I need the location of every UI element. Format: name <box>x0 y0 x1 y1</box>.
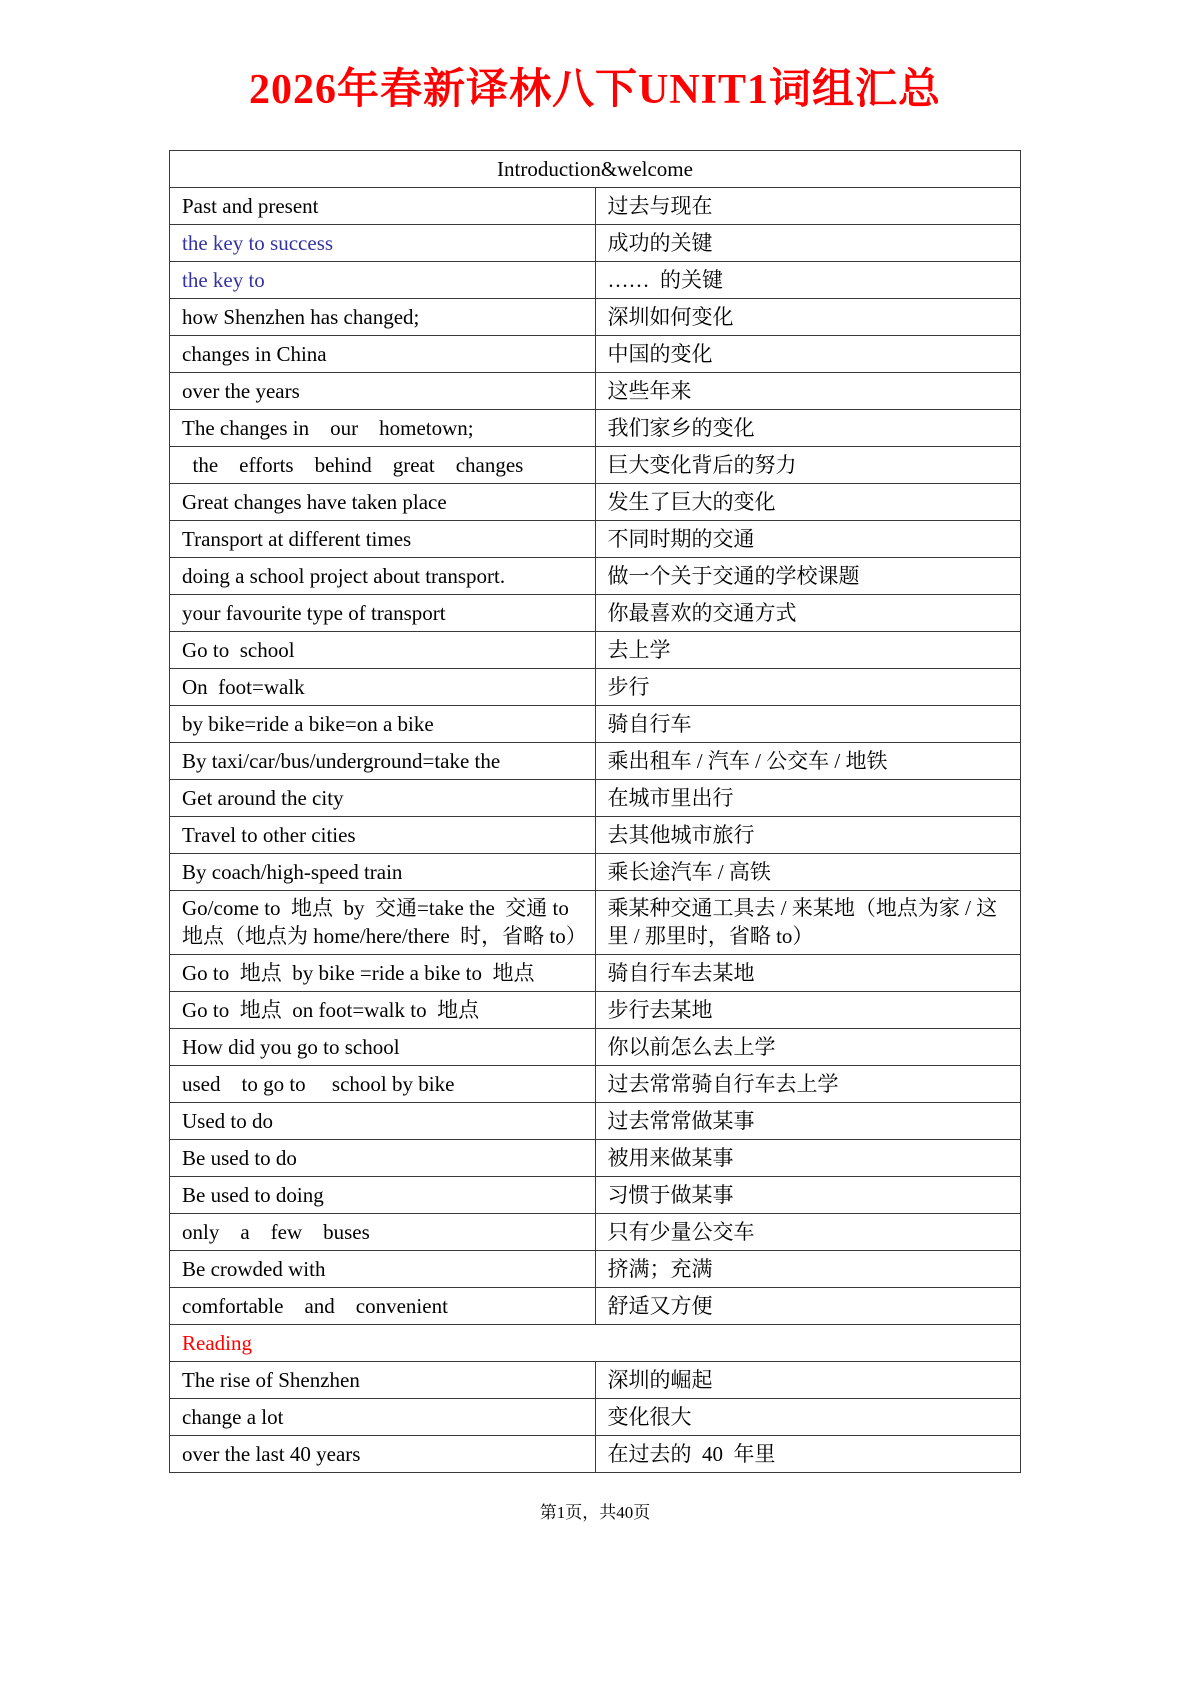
page-title: 2026年春新译林八下UNIT1词组汇总 <box>248 67 942 113</box>
english-cell: change a lot <box>170 1398 596 1435</box>
english-cell: Be crowded with <box>170 1250 596 1287</box>
english-cell: Get around the city <box>170 780 596 817</box>
table-row <box>170 1213 1021 1250</box>
table-row <box>170 891 1021 955</box>
chinese-cell: 你以前怎么去上学 <box>595 1028 1021 1065</box>
table-row <box>170 1102 1021 1139</box>
english-cell: by bike=ride a bike=on a bike <box>170 706 596 743</box>
chinese-cell: 深圳如何变化 <box>595 299 1021 336</box>
table-row <box>170 1324 1021 1361</box>
chinese-cell: 你最喜欢的交通方式 <box>595 595 1021 632</box>
table-row <box>170 1361 1021 1398</box>
chinese-cell: 挤满；充满 <box>595 1250 1021 1287</box>
table-row <box>170 780 1021 817</box>
table-row <box>170 521 1021 558</box>
english-cell: The changes in our hometown; <box>170 410 596 447</box>
english-cell: On foot=walk <box>170 669 596 706</box>
chinese-cell: 步行 <box>595 669 1021 706</box>
table-row <box>170 991 1021 1028</box>
table-row <box>170 484 1021 521</box>
table-row <box>170 1028 1021 1065</box>
table-row <box>170 373 1021 410</box>
english-cell: The rise of Shenzhen <box>170 1361 596 1398</box>
chinese-cell: 乘某种交通工具去 / 来某地（地点为家 / 这里 / 那里时，省略 to） <box>595 891 1021 955</box>
english-cell: changes in China <box>170 336 596 373</box>
chinese-cell: 在过去的 40 年里 <box>595 1435 1021 1472</box>
chinese-cell: 舒适又方便 <box>595 1287 1021 1324</box>
english-cell: Be used to doing <box>170 1176 596 1213</box>
table-row <box>170 954 1021 991</box>
chinese-cell: 这些年来 <box>595 373 1021 410</box>
english-cell: Transport at different times <box>170 521 596 558</box>
table-row <box>170 188 1021 225</box>
chinese-cell: 不同时期的交通 <box>595 521 1021 558</box>
english-cell: the key to success <box>170 225 596 262</box>
chinese-cell: 过去常常骑自行车去上学 <box>595 1065 1021 1102</box>
english-cell: Reading <box>170 1324 1021 1361</box>
chinese-cell: 过去与现在 <box>595 188 1021 225</box>
table-row <box>170 225 1021 262</box>
chinese-cell: 被用来做某事 <box>595 1139 1021 1176</box>
chinese-cell: 骑自行车去某地 <box>595 954 1021 991</box>
english-cell: over the years <box>170 373 596 410</box>
english-cell: Go/come to 地点 by 交通=take the 交通 to 地点（地点为 home/here/there 时，省略 to） <box>170 891 596 955</box>
table-row <box>170 817 1021 854</box>
chinese-cell: 乘长途汽车 / 高铁 <box>595 854 1021 891</box>
chinese-cell: 去上学 <box>595 632 1021 669</box>
chinese-cell: 乘出租车 / 汽车 / 公交车 / 地铁 <box>595 743 1021 780</box>
table-row <box>170 336 1021 373</box>
english-cell: Go to 地点 on foot=walk to 地点 <box>170 991 596 1028</box>
table-row <box>170 1065 1021 1102</box>
english-cell: doing a school project about transport. <box>170 558 596 595</box>
english-cell: Travel to other cities <box>170 817 596 854</box>
chinese-cell: 过去常常做某事 <box>595 1102 1021 1139</box>
chinese-cell: 去其他城市旅行 <box>595 817 1021 854</box>
english-cell: Go to 地点 by bike =ride a bike to 地点 <box>170 954 596 991</box>
english-cell: Past and present <box>170 188 596 225</box>
phrase-table-body <box>170 188 1021 1473</box>
chinese-cell: 做一个关于交通的学校课题 <box>595 558 1021 595</box>
english-cell: By taxi/car/bus/underground=take the <box>170 743 596 780</box>
table-row <box>170 1176 1021 1213</box>
chinese-cell: 只有少量公交车 <box>595 1213 1021 1250</box>
chinese-cell: 发生了巨大的变化 <box>595 484 1021 521</box>
table-row <box>170 1287 1021 1324</box>
table-row <box>170 1398 1021 1435</box>
english-cell: Great changes have taken place <box>170 484 596 521</box>
table-row <box>170 1250 1021 1287</box>
table-header: Introduction&welcome <box>170 151 1021 188</box>
chinese-cell: 变化很大 <box>595 1398 1021 1435</box>
phrase-table-head <box>170 151 1021 188</box>
chinese-cell: 步行去某地 <box>595 991 1021 1028</box>
chinese-cell: 骑自行车 <box>595 706 1021 743</box>
table-row <box>170 595 1021 632</box>
chinese-cell: 深圳的崛起 <box>595 1361 1021 1398</box>
english-cell: By coach/high-speed train <box>170 854 596 891</box>
chinese-cell: 中国的变化 <box>595 336 1021 373</box>
chinese-cell: 在城市里出行 <box>595 780 1021 817</box>
table-header-row <box>170 151 1021 188</box>
english-cell: over the last 40 years <box>170 1435 596 1472</box>
table-row <box>170 447 1021 484</box>
english-cell: How did you go to school <box>170 1028 596 1065</box>
chinese-cell: 成功的关键 <box>595 225 1021 262</box>
chinese-cell: 习惯于做某事 <box>595 1176 1021 1213</box>
page-footer: 第1页，共40页 <box>539 1503 651 1522</box>
chinese-cell: 我们家乡的变化 <box>595 410 1021 447</box>
english-cell: used to go to school by bike <box>170 1065 596 1102</box>
english-cell: the key to <box>170 262 596 299</box>
table-row <box>170 299 1021 336</box>
table-row <box>170 1435 1021 1472</box>
chinese-cell: 巨大变化背后的努力 <box>595 447 1021 484</box>
table-row <box>170 410 1021 447</box>
table-row <box>170 632 1021 669</box>
english-cell: Used to do <box>170 1102 596 1139</box>
english-cell: how Shenzhen has changed; <box>170 299 596 336</box>
table-row <box>170 262 1021 299</box>
table-row <box>170 669 1021 706</box>
english-cell: comfortable and convenient <box>170 1287 596 1324</box>
english-cell: your favourite type of transport <box>170 595 596 632</box>
table-row <box>170 558 1021 595</box>
phrase-table <box>169 150 1021 1473</box>
english-cell: only a few buses <box>170 1213 596 1250</box>
english-cell: Go to school <box>170 632 596 669</box>
table-row <box>170 854 1021 891</box>
table-row <box>170 1139 1021 1176</box>
table-row <box>170 706 1021 743</box>
table-row <box>170 743 1021 780</box>
chinese-cell: …… 的关键 <box>595 262 1021 299</box>
english-cell: Be used to do <box>170 1139 596 1176</box>
english-cell: the efforts behind great changes <box>170 447 596 484</box>
